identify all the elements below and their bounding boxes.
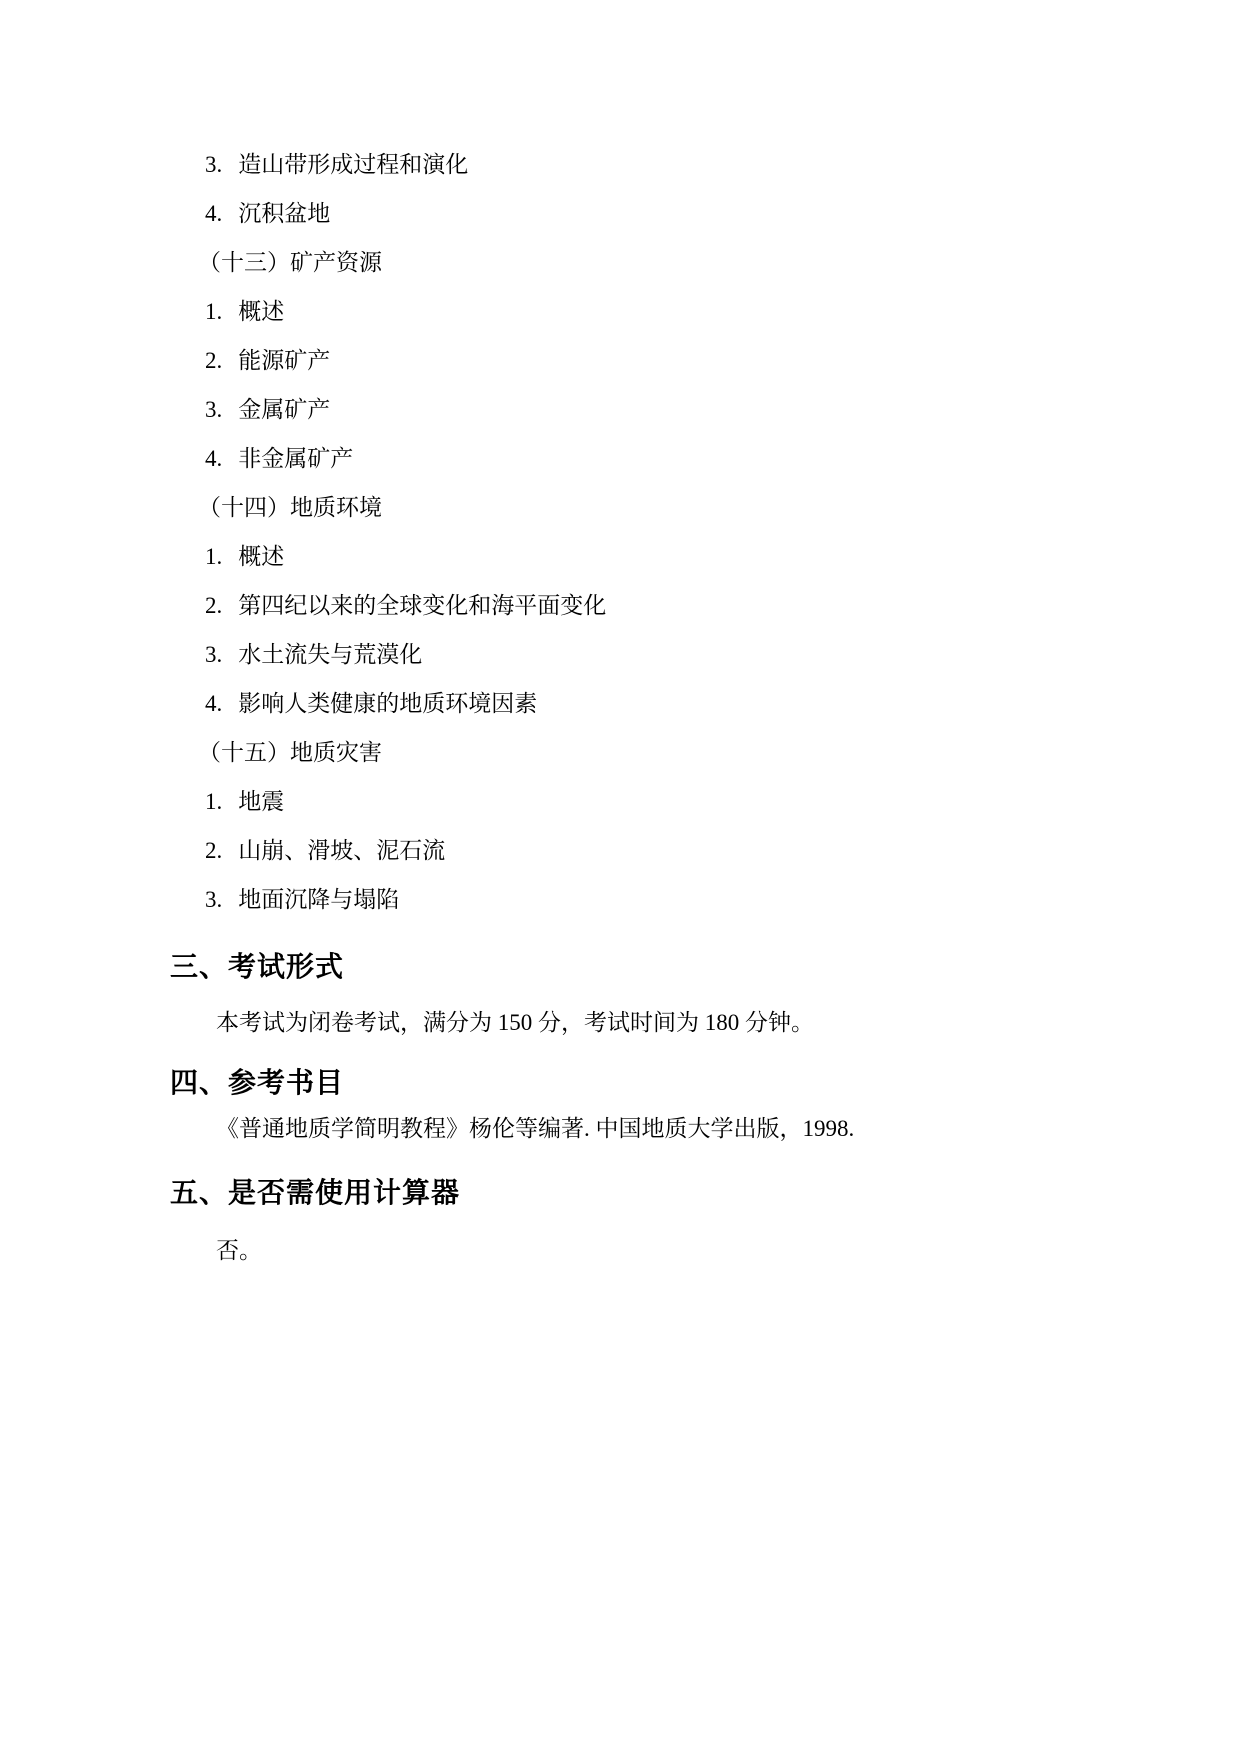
- section-heading: 三、考试形式: [170, 951, 345, 982]
- section-body: 否。: [216, 1238, 262, 1263]
- list-item: [170, 189, 1150, 238]
- list-item: [170, 140, 1150, 189]
- list-item: [170, 532, 1150, 581]
- list-item-text: 地震: [238, 789, 285, 814]
- list-item-label: 1.: [205, 544, 223, 569]
- list-item-text: 山崩、滑坡、泥石流: [238, 838, 446, 863]
- list-item-section: [170, 728, 1150, 777]
- list-item-label: 2.: [205, 838, 223, 863]
- section-reference-books: [170, 1066, 1150, 1144]
- section-heading: 四、参考书目: [170, 1067, 345, 1098]
- list-item: [170, 336, 1150, 385]
- section-body: 《普通地质学简明教程》杨伦等编著. 中国地质大学出版，1998.: [216, 1116, 855, 1141]
- list-item-label: 3.: [205, 642, 223, 667]
- section-body: 本考试为闭卷考试，满分为 150 分，考试时间为 180 分钟。: [216, 1010, 814, 1035]
- list-item-text: 水土流失与荒漠化: [238, 642, 423, 667]
- list-item-text: 造山带形成过程和演化: [238, 152, 469, 177]
- list-item-label: 1.: [205, 299, 223, 324]
- list-item-section: [170, 483, 1150, 532]
- list-item-text: 影响人类健康的地质环境因素: [238, 691, 538, 716]
- list-item-text: 概述: [238, 299, 285, 324]
- list-item-label: 4.: [205, 446, 223, 471]
- list-item-text: 沉积盆地: [238, 201, 331, 226]
- list-item: [170, 777, 1150, 826]
- list-item-label: 2.: [205, 593, 223, 618]
- list-item-section: [170, 238, 1150, 287]
- list-item: [170, 434, 1150, 483]
- list-item: [170, 826, 1150, 875]
- list-item-label: 4.: [205, 691, 223, 716]
- list-item: [170, 679, 1150, 728]
- list-item: [170, 385, 1150, 434]
- list-item: [170, 287, 1150, 336]
- list-item: [170, 581, 1150, 630]
- list-item-label: 2.: [205, 348, 223, 373]
- list-item-label: 4.: [205, 201, 223, 226]
- list-item-text: （十四）地质环境: [198, 495, 382, 520]
- syllabus-outline-list: [170, 140, 1150, 924]
- list-item-text: 能源矿产: [238, 348, 331, 373]
- list-item-label: 3.: [205, 152, 223, 177]
- section-heading: 五、是否需使用计算器: [170, 1177, 461, 1208]
- list-item-text: 概述: [238, 544, 285, 569]
- list-item-label: 1.: [205, 789, 223, 814]
- list-item: [170, 875, 1150, 924]
- list-item: [170, 630, 1150, 679]
- section-calculator-use: [170, 1176, 1150, 1266]
- list-item-text: 第四纪以来的全球变化和海平面变化: [238, 593, 607, 618]
- list-item-text: 地面沉降与塌陷: [238, 887, 400, 912]
- list-item-label: 3.: [205, 397, 223, 422]
- list-item-text: （十三）矿产资源: [198, 250, 382, 275]
- section-exam-format: [170, 950, 1150, 1038]
- list-item-text: 金属矿产: [238, 397, 331, 422]
- list-item-text: （十五）地质灾害: [198, 740, 382, 765]
- list-item-text: 非金属矿产: [238, 446, 354, 471]
- list-item-label: 3.: [205, 887, 223, 912]
